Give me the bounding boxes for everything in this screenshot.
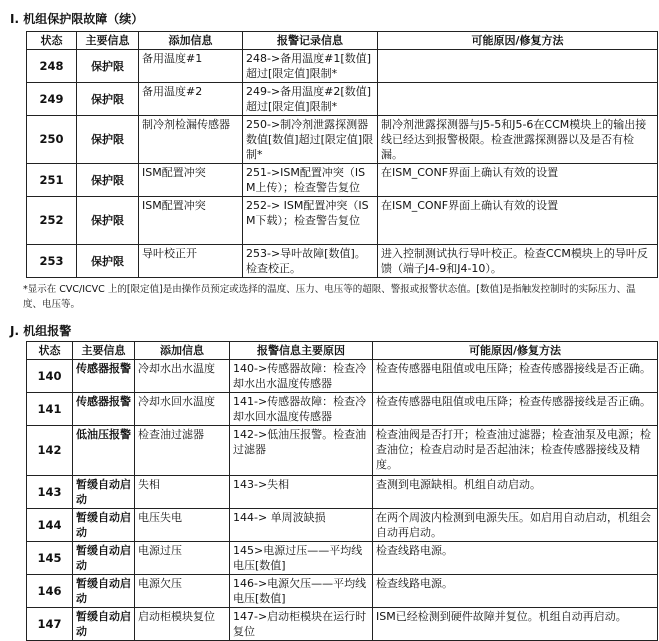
primary-info: 暂缓自动启动 (73, 476, 135, 509)
cause-remedy: 检查线路电源。 (373, 575, 658, 608)
header-primary-info: 主要信息 (77, 32, 139, 50)
primary-info: 暂缓自动启动 (73, 542, 135, 575)
table-row (27, 50, 658, 83)
status-code: 251 (27, 164, 77, 197)
section-j-table (26, 341, 658, 641)
table-row (27, 116, 658, 164)
cause-remedy: 在ISM_CONF界面上确认有效的设置 (378, 197, 658, 245)
cause-remedy (378, 83, 658, 116)
added-info: 电压失电 (135, 509, 230, 542)
status-code: 140 (27, 360, 73, 393)
added-info: 冷却水出水温度 (135, 360, 230, 393)
status-code: 144 (27, 509, 73, 542)
added-info: 备用温度#1 (139, 50, 243, 83)
table-row (27, 542, 658, 575)
added-info: 启动柜模块复位 (135, 608, 230, 641)
added-info: 冷却水回水温度 (135, 393, 230, 426)
cause-remedy: 进入控制测试执行导叶校正。检查CCM模块上的导叶反馈（端子J4-9和J4-10）。 (378, 245, 658, 278)
alarm-cause: 146->电源欠压——平均线电压[数值] (230, 575, 373, 608)
status-code: 248 (27, 50, 77, 83)
primary-info: 传感器报警 (73, 360, 135, 393)
primary-info: 传感器报警 (73, 393, 135, 426)
cause-remedy (378, 50, 658, 83)
cause-remedy: 检查线路电源。 (373, 542, 658, 575)
header-cause-remedy: 可能原因/修复方法 (373, 342, 658, 360)
table-row (27, 393, 658, 426)
added-info: 导叶校正开 (139, 245, 243, 278)
header-alarm-cause: 报警信息主要原因 (230, 342, 373, 360)
added-info: 制冷剂检漏传感器 (139, 116, 243, 164)
alarm-record: 253->导叶故障[数值]。检查校正。 (243, 245, 378, 278)
header-status: 状态 (27, 32, 77, 50)
table-row (27, 509, 658, 542)
primary-info: 保护限 (77, 197, 139, 245)
alarm-cause: 140->传感器故障：检查冷却水出水温度传感器 (230, 360, 373, 393)
primary-info: 保护限 (77, 50, 139, 83)
status-code: 252 (27, 197, 77, 245)
header-status: 状态 (27, 342, 73, 360)
primary-info: 保护限 (77, 245, 139, 278)
alarm-cause: 145>电源过压——平均线电压[数值] (230, 542, 373, 575)
header-primary-info: 主要信息 (73, 342, 135, 360)
header-added-info: 添加信息 (135, 342, 230, 360)
table-row (27, 426, 658, 476)
table-row (27, 197, 658, 245)
section-i-table (26, 31, 658, 278)
primary-info: 暂缓自动启动 (73, 509, 135, 542)
header-added-info: 添加信息 (139, 32, 243, 50)
section-j-title: J. 机组报警 (10, 324, 72, 338)
cause-remedy: 检查传感器电阻值或电压降；检查传感器接线是否正确。 (373, 360, 658, 393)
added-info: 检查油过滤器 (135, 426, 230, 476)
section-i-title: I. 机组保护限故障（续） (10, 12, 144, 26)
added-info: 备用温度#2 (139, 83, 243, 116)
alarm-cause: 142->低油压报警。检查油过滤器 (230, 426, 373, 476)
table-header-row (27, 32, 658, 50)
header-cause-remedy: 可能原因/修复方法 (378, 32, 658, 50)
status-code: 147 (27, 608, 73, 641)
alarm-record: 249->备用温度#2[数值]超过[限定值]限制* (243, 83, 378, 116)
alarm-record: 250->制冷剂泄露探测器数值[数值]超过[限定值]限制* (243, 116, 378, 164)
table-row (27, 476, 658, 509)
table-row (27, 608, 658, 641)
cause-remedy: ISM已经检测到硬件故障并复位。机组自动再启动。 (373, 608, 658, 641)
footnote: *显示在 CVC/ICVC 上的[限定值]是由操作员预定或选择的温度、压力、电压等的超限、警报或报警状态值。[数值]是指触发控制时的实际压力、温度、电压等。 (23, 284, 636, 310)
added-info: ISM配置冲突 (139, 197, 243, 245)
alarm-cause: 144-> 单周波缺损 (230, 509, 373, 542)
primary-info: 暂缓自动启动 (73, 575, 135, 608)
status-code: 142 (27, 426, 73, 476)
primary-info: 低油压报警 (73, 426, 135, 476)
table-row (27, 83, 658, 116)
alarm-record: 251->ISM配置冲突（ISM上传）；检查警告复位 (243, 164, 378, 197)
table-row (27, 575, 658, 608)
status-code: 146 (27, 575, 73, 608)
header-alarm-record: 报警记录信息 (243, 32, 378, 50)
cause-remedy: 查测到电源缺相。机组自动启动。 (373, 476, 658, 509)
alarm-cause: 147->启动柜模块在运行时复位 (230, 608, 373, 641)
status-code: 141 (27, 393, 73, 426)
status-code: 253 (27, 245, 77, 278)
added-info: ISM配置冲突 (139, 164, 243, 197)
cause-remedy: 制冷剂泄露探测器与J5-5和J5-6在CCM模块上的输出接线已经达到报警极限。检查泄露探测器以及是否有检漏。 (378, 116, 658, 164)
alarm-record: 252-> ISM配置冲突（ISM下载）；检查警告复位 (243, 197, 378, 245)
primary-info: 保护限 (77, 116, 139, 164)
status-code: 249 (27, 83, 77, 116)
table-row (27, 360, 658, 393)
added-info: 电源过压 (135, 542, 230, 575)
primary-info: 暂缓自动启动 (73, 608, 135, 641)
alarm-cause: 143->失相 (230, 476, 373, 509)
primary-info: 保护限 (77, 83, 139, 116)
status-code: 145 (27, 542, 73, 575)
cause-remedy: 检查油阀是否打开；检查油过滤器；检查油泵及电源；检查油位；检查启动时是否起油沫；检查传感器接线及精度。 (373, 426, 658, 476)
cause-remedy: 检查传感器电阻值或电压降；检查传感器接线是否正确。 (373, 393, 658, 426)
alarm-cause: 141->传感器故障：检查冷却水回水温度传感器 (230, 393, 373, 426)
added-info: 失相 (135, 476, 230, 509)
table-header-row (27, 342, 658, 360)
alarm-record: 248->备用温度#1[数值]超过[限定值]限制* (243, 50, 378, 83)
table-row (27, 245, 658, 278)
cause-remedy: 在ISM_CONF界面上确认有效的设置 (378, 164, 658, 197)
status-code: 143 (27, 476, 73, 509)
table-row (27, 164, 658, 197)
primary-info: 保护限 (77, 164, 139, 197)
cause-remedy: 在两个周波内检测到电源失压。如启用自动启动，机组会自动再启动。 (373, 509, 658, 542)
status-code: 250 (27, 116, 77, 164)
added-info: 电源欠压 (135, 575, 230, 608)
